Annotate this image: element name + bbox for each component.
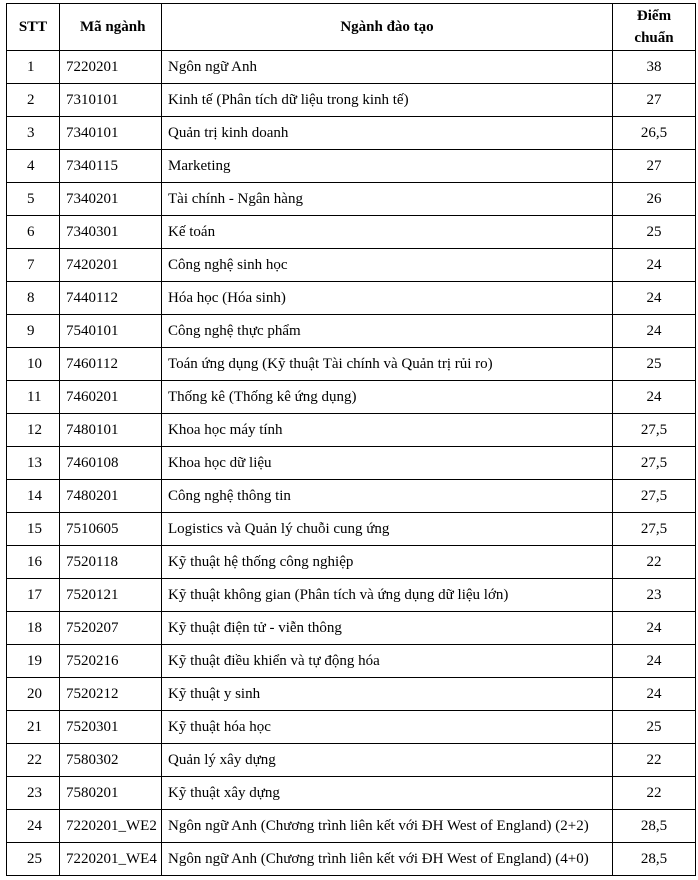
header-row — [7, 4, 696, 51]
header-major: Ngành đào tạo — [162, 4, 613, 51]
header-score — [613, 4, 696, 51]
row-stt: 23 — [7, 777, 60, 810]
table-row — [7, 315, 696, 348]
row-major: Công nghệ thực phẩm — [162, 315, 613, 348]
row-stt: 20 — [7, 678, 60, 711]
row-score: 27 — [613, 150, 696, 183]
table-row — [7, 414, 696, 447]
row-score: 25 — [613, 216, 696, 249]
row-stt: 9 — [7, 315, 60, 348]
table-row — [7, 711, 696, 744]
row-major: Quản trị kinh doanh — [162, 117, 613, 150]
row-stt: 10 — [7, 348, 60, 381]
table-row — [7, 810, 696, 843]
row-stt: 24 — [7, 810, 60, 843]
header-score-line1: Điểm — [636, 8, 672, 24]
row-code: 7220201_WE4 — [60, 843, 162, 876]
row-stt: 13 — [7, 447, 60, 480]
table-row — [7, 348, 696, 381]
table-row — [7, 381, 696, 414]
table-row — [7, 51, 696, 84]
row-stt: 14 — [7, 480, 60, 513]
row-stt: 11 — [7, 381, 60, 414]
row-stt: 12 — [7, 414, 60, 447]
row-stt: 21 — [7, 711, 60, 744]
row-major: Toán ứng dụng (Kỹ thuật Tài chính và Quản trị rủi ro) — [162, 348, 613, 381]
row-score: 24 — [613, 249, 696, 282]
row-score: 24 — [613, 282, 696, 315]
row-stt: 17 — [7, 579, 60, 612]
row-major: Tài chính - Ngân hàng — [162, 183, 613, 216]
row-code: 7510605 — [60, 513, 162, 546]
row-major: Kỹ thuật hóa học — [162, 711, 613, 744]
row-score: 24 — [613, 381, 696, 414]
row-stt: 19 — [7, 645, 60, 678]
table-row — [7, 183, 696, 216]
row-stt: 8 — [7, 282, 60, 315]
table-row — [7, 249, 696, 282]
row-score: 24 — [613, 612, 696, 645]
row-score: 22 — [613, 777, 696, 810]
row-score: 24 — [613, 678, 696, 711]
row-major: Kế toán — [162, 216, 613, 249]
row-score: 24 — [613, 315, 696, 348]
row-code: 7520301 — [60, 711, 162, 744]
row-code: 7460201 — [60, 381, 162, 414]
row-code: 7520216 — [60, 645, 162, 678]
row-major: Thống kê (Thống kê ứng dụng) — [162, 381, 613, 414]
row-stt: 18 — [7, 612, 60, 645]
row-code: 7220201_WE2 — [60, 810, 162, 843]
row-major: Công nghệ sinh học — [162, 249, 613, 282]
row-code: 7440112 — [60, 282, 162, 315]
row-major: Hóa học (Hóa sinh) — [162, 282, 613, 315]
row-stt: 5 — [7, 183, 60, 216]
row-score: 38 — [613, 51, 696, 84]
row-stt: 1 — [7, 51, 60, 84]
row-stt: 25 — [7, 843, 60, 876]
row-code: 7460112 — [60, 348, 162, 381]
row-stt: 16 — [7, 546, 60, 579]
row-score: 23 — [613, 579, 696, 612]
row-score: 26 — [613, 183, 696, 216]
table-row — [7, 117, 696, 150]
row-major: Kỹ thuật không gian (Phân tích và ứng dụng dữ liệu lớn) — [162, 579, 613, 612]
header-stt: STT — [7, 4, 60, 51]
row-score: 25 — [613, 711, 696, 744]
row-code: 7520207 — [60, 612, 162, 645]
row-code: 7340101 — [60, 117, 162, 150]
row-stt: 6 — [7, 216, 60, 249]
row-score: 24 — [613, 645, 696, 678]
row-score: 22 — [613, 744, 696, 777]
row-score: 27,5 — [613, 480, 696, 513]
table-row — [7, 84, 696, 117]
row-major: Marketing — [162, 150, 613, 183]
table-row — [7, 447, 696, 480]
table-row — [7, 645, 696, 678]
row-code: 7460108 — [60, 447, 162, 480]
table-row — [7, 777, 696, 810]
row-major: Ngôn ngữ Anh — [162, 51, 613, 84]
row-score: 27 — [613, 84, 696, 117]
row-code: 7580302 — [60, 744, 162, 777]
row-score: 27,5 — [613, 414, 696, 447]
row-major: Kỹ thuật y sinh — [162, 678, 613, 711]
row-major: Ngôn ngữ Anh (Chương trình liên kết với ĐH West of England) (4+0) — [162, 843, 613, 876]
row-major: Quản lý xây dựng — [162, 744, 613, 777]
row-code: 7520212 — [60, 678, 162, 711]
row-code: 7480101 — [60, 414, 162, 447]
row-code: 7420201 — [60, 249, 162, 282]
row-major: Kỹ thuật điều khiển và tự động hóa — [162, 645, 613, 678]
table-row — [7, 282, 696, 315]
row-major: Công nghệ thông tin — [162, 480, 613, 513]
row-stt: 2 — [7, 84, 60, 117]
row-score: 25 — [613, 348, 696, 381]
row-stt: 22 — [7, 744, 60, 777]
row-score: 28,5 — [613, 843, 696, 876]
row-score: 26,5 — [613, 117, 696, 150]
table-row — [7, 546, 696, 579]
table-row — [7, 843, 696, 876]
table-row — [7, 216, 696, 249]
table-row — [7, 744, 696, 777]
row-stt: 7 — [7, 249, 60, 282]
row-score: 22 — [613, 546, 696, 579]
admission-score-table — [6, 3, 696, 876]
row-score: 27,5 — [613, 447, 696, 480]
table-row — [7, 678, 696, 711]
table-row — [7, 513, 696, 546]
table-row — [7, 612, 696, 645]
row-code: 7340201 — [60, 183, 162, 216]
row-score: 27,5 — [613, 513, 696, 546]
row-stt: 3 — [7, 117, 60, 150]
row-major: Ngôn ngữ Anh (Chương trình liên kết với ĐH West of England) (2+2) — [162, 810, 613, 843]
table-row — [7, 579, 696, 612]
table-row — [7, 480, 696, 513]
row-code: 7340301 — [60, 216, 162, 249]
row-major: Kỹ thuật xây dựng — [162, 777, 613, 810]
row-major: Kinh tế (Phân tích dữ liệu trong kinh tế) — [162, 84, 613, 117]
header-score-line2: chuẩn — [634, 30, 674, 46]
row-code: 7540101 — [60, 315, 162, 348]
row-stt: 4 — [7, 150, 60, 183]
row-major: Khoa học dữ liệu — [162, 447, 613, 480]
row-stt: 15 — [7, 513, 60, 546]
row-code: 7520121 — [60, 579, 162, 612]
row-code: 7520118 — [60, 546, 162, 579]
row-major: Kỹ thuật hệ thống công nghiệp — [162, 546, 613, 579]
row-score: 28,5 — [613, 810, 696, 843]
row-code: 7310101 — [60, 84, 162, 117]
row-major: Logistics và Quản lý chuỗi cung ứng — [162, 513, 613, 546]
row-code: 7220201 — [60, 51, 162, 84]
row-major: Khoa học máy tính — [162, 414, 613, 447]
header-code: Mã ngành — [60, 4, 162, 51]
row-code: 7480201 — [60, 480, 162, 513]
table-row — [7, 150, 696, 183]
row-code: 7340115 — [60, 150, 162, 183]
row-major: Kỹ thuật điện tử - viễn thông — [162, 612, 613, 645]
row-code: 7580201 — [60, 777, 162, 810]
